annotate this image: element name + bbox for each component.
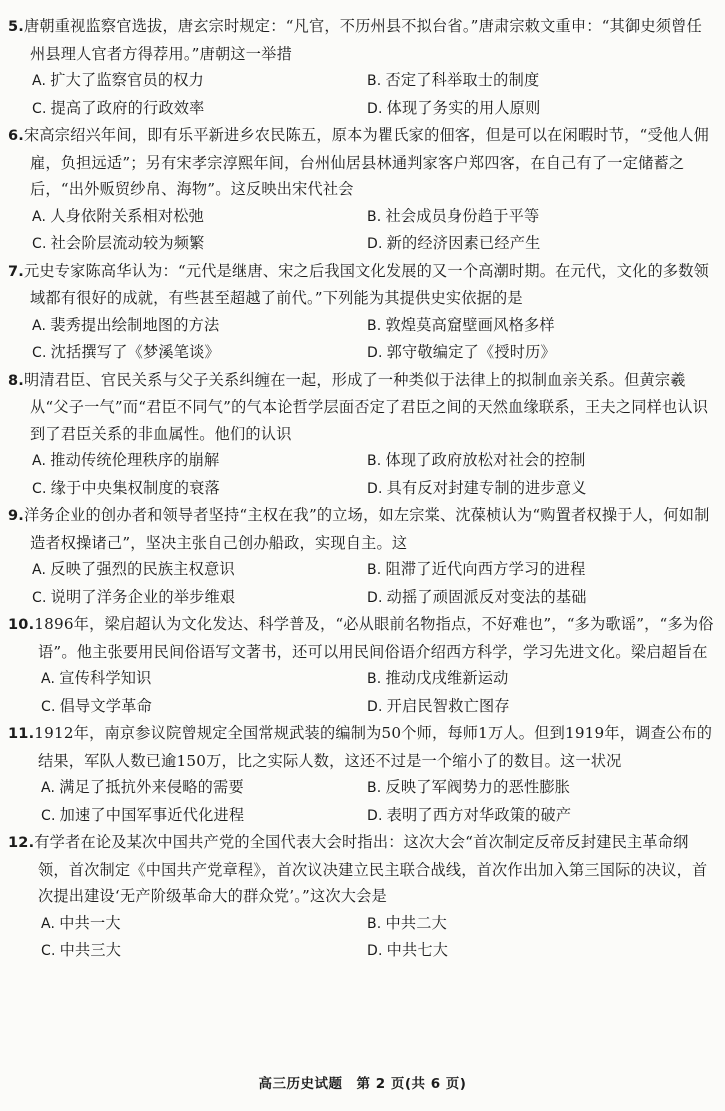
option-letter: A.: [32, 453, 47, 470]
option-text: 中共三大: [59, 941, 122, 960]
question-number: 6.: [8, 128, 24, 144]
option-text: 满足了抵抗外来侵略的需要: [59, 778, 244, 797]
option-c: [41, 937, 367, 964]
question-text: 有学者在论及某次中国共产党的全国代表大会时指出：这次大会“首次制定反帝反封建民主革命纲领，首次制定《中国共产党章程》，首次议决建立民主联合战线，首次作出加入第三国际的决议，首次提出建设‘无产阶级革命大的群众党’。”这次大会是: [34, 833, 708, 906]
option-letter: B.: [367, 317, 382, 334]
question-text: 洋务企业的创办者和领导者坚持“主权在我”的立场，如左宗棠、沈葆桢认为“购置者权操于人，何如制造者权操诸己”，坚决主张自己创办船政，实现自主。这: [24, 506, 710, 552]
question-text: 1896年，梁启超认为文化发达、科学普及，“必从眼前名物指点，不好难也”，“多为歌谣”，“多为俗语”。他主张要用民间俗语写文著书，还可以用民间俗语介绍西方科学，学习先进文化。梁启超旨在: [34, 615, 714, 661]
option-letter: A.: [32, 208, 47, 225]
option-list: [8, 447, 715, 502]
option-letter: B.: [367, 562, 382, 579]
option-letter: B.: [367, 73, 382, 90]
option-d: [367, 802, 715, 829]
option-a: [32, 203, 367, 230]
option-letter: A.: [32, 317, 47, 334]
question-5: [8, 13, 715, 122]
question-text: 元史专家陈高华认为：“元代是继唐、宋之后我国文化发展的又一个高潮时期。在元代，文化的多数领域都有很好的成就，有些甚至超越了前代。”下列能为其提供史实依据的是: [24, 261, 710, 308]
option-text: 推动传统伦理秩序的崩解: [50, 451, 220, 470]
option-text: 推动戊戌维新运动: [385, 669, 509, 688]
option-a: [32, 556, 367, 583]
option-letter: B.: [367, 208, 382, 225]
option-letter: C.: [32, 589, 47, 606]
question-number: 7.: [8, 263, 24, 280]
option-letter: D.: [367, 236, 383, 253]
option-letter: D.: [367, 480, 383, 497]
option-d: [367, 339, 715, 366]
question-text: 明清君臣、官民关系与父子关系纠缠在一起，形成了一种类似于法律上的拟制血亲关系。但黄宗羲从“父子一气”而“君臣不同气”的气本论哲学层面否定了君臣之间的天然血缘联系，王夫之同样也认识到了君臣关系的非血属性。他们的认识: [24, 370, 709, 443]
option-letter: C.: [32, 345, 47, 362]
option-c: [32, 475, 367, 502]
option-a: [32, 447, 367, 474]
option-text: 反映了军阀势力的恶性膨胀: [385, 778, 571, 797]
option-letter: A.: [41, 671, 56, 688]
option-text: 宣传科学知识: [59, 669, 152, 688]
option-letter: C.: [41, 807, 56, 824]
question-7: [8, 258, 715, 367]
option-c: [32, 230, 367, 257]
option-text: 阻滞了近代向西方学习的进程: [385, 560, 586, 579]
option-letter: B.: [367, 671, 382, 688]
option-list: [8, 203, 715, 258]
option-text: 加速了中国军事近代化进程: [59, 805, 245, 824]
option-b: [367, 910, 715, 937]
question-stem: [8, 13, 715, 67]
option-text: 表明了西方对华政策的破产: [386, 805, 572, 824]
option-letter: A.: [41, 780, 56, 797]
question-stem: [8, 122, 715, 203]
option-letter: C.: [32, 480, 47, 497]
option-list: [8, 774, 715, 829]
question-number: 10.: [8, 617, 35, 634]
option-text: 中共二大: [385, 913, 448, 932]
option-a: [32, 67, 367, 94]
option-d: [367, 693, 715, 720]
option-letter: A.: [41, 915, 56, 932]
option-letter: B.: [367, 453, 382, 470]
option-text: 说明了洋务企业的举步维艰: [50, 587, 236, 606]
option-list: [8, 556, 715, 611]
option-a: [41, 910, 367, 937]
option-a: [41, 665, 367, 692]
question-8: [8, 367, 715, 503]
option-text: 中共一大: [59, 913, 121, 932]
option-b: [367, 556, 715, 583]
question-stem: [8, 258, 715, 312]
option-text: 倡导文学革命: [59, 696, 152, 715]
option-text: 否定了科举取士的制度: [385, 71, 540, 90]
option-c: [32, 95, 367, 122]
question-text: 1912年，南京参议院曾规定全国常规武装的编制为50个师，每师1万人。但到1919年，调查公布的结果，军队人数已逾150万，比之实际人数，这还不过是一个缩小了的数目。这一状况: [34, 724, 713, 770]
option-letter: D.: [367, 345, 383, 362]
question-text: 唐朝重视监察官选拔，唐玄宗时规定：“凡官，不历州县不拟台省。”唐肃宗敕文重申：“其御史须曾任州县理人官者方得荐用。”唐朝这一举措: [24, 17, 702, 63]
option-letter: D.: [367, 589, 383, 606]
question-stem: [8, 720, 715, 774]
option-b: [367, 665, 715, 692]
question-12: [8, 829, 715, 965]
option-letter: C.: [41, 943, 56, 960]
question-number: 11.: [8, 726, 35, 743]
option-letter: C.: [32, 236, 47, 253]
question-stem: [8, 502, 715, 556]
option-text: 缘于中央集权制度的衰落: [50, 478, 220, 497]
option-text: 反映了强烈的民族主权意识: [50, 560, 235, 579]
question-text: 宋高宗绍兴年间，即有乐平新进乡农民陈五，原本为瞿氏家的佃客，但是可以在闲暇时节，“受他人佣雇，负担远适”；另有宋孝宗淳熙年间，台州仙居县林通判家客户郑四客，在自己有了一定储蓄之后，“出外贩贸纱帛、海物”。这反映出宋代社会: [24, 126, 710, 199]
option-text: 体现了政府放松对社会的控制: [385, 451, 586, 470]
question-stem: [8, 611, 715, 665]
option-c: [41, 693, 367, 720]
option-b: [367, 203, 715, 230]
option-text: 社会阶层流动较为频繁: [50, 234, 205, 253]
option-b: [367, 774, 715, 801]
question-11: [8, 720, 715, 829]
question-number: 9.: [8, 508, 24, 525]
option-letter: B.: [367, 780, 382, 797]
option-list: [8, 665, 715, 720]
option-d: [367, 937, 715, 964]
option-letter: C.: [32, 100, 47, 117]
question-10: [8, 611, 715, 720]
option-list: [8, 910, 715, 965]
option-a: [41, 774, 367, 801]
option-text: 人身依附关系相对松弛: [50, 206, 205, 225]
option-d: [367, 475, 715, 502]
question-stem: [8, 367, 715, 448]
option-d: [367, 95, 715, 122]
option-text: 沈括撰写了《梦溪笔谈》: [50, 343, 220, 362]
option-text: 动摇了顽固派反对变法的基础: [386, 587, 587, 606]
question-9: [8, 502, 715, 611]
option-c: [32, 339, 367, 366]
option-text: 敦煌莫高窟壁画风格多样: [385, 315, 555, 334]
option-a: [32, 312, 367, 339]
option-list: [8, 312, 715, 367]
option-letter: C.: [41, 698, 56, 715]
option-letter: D.: [367, 807, 383, 824]
option-text: 新的经济因素已经产生: [386, 234, 541, 253]
option-b: [367, 67, 715, 94]
option-letter: B.: [367, 915, 382, 932]
option-text: 开启民智救亡图存: [386, 696, 510, 715]
option-c: [41, 802, 367, 829]
option-letter: A.: [32, 73, 47, 90]
option-letter: D.: [367, 698, 383, 715]
option-text: 体现了务实的用人原则: [386, 98, 541, 117]
option-d: [367, 584, 715, 611]
option-text: 中共七大: [386, 941, 449, 960]
option-text: 扩大了监察官员的权力: [50, 71, 205, 90]
option-letter: D.: [367, 943, 383, 960]
question-number: 12.: [8, 835, 35, 852]
option-b: [367, 447, 715, 474]
option-text: 裴秀提出绘制地图的方法: [50, 315, 220, 334]
option-letter: D.: [367, 100, 383, 117]
option-text: 社会成员身份趋于平等: [385, 206, 540, 225]
question-stem: [8, 829, 715, 910]
page-footer: 高三历史试题 第 2 页(共 6 页): [258, 1076, 467, 1092]
option-d: [367, 230, 715, 257]
option-letter: A.: [32, 562, 47, 579]
option-list: [8, 67, 715, 122]
option-c: [32, 584, 367, 611]
question-number: 8.: [8, 372, 24, 389]
question-6: [8, 122, 715, 258]
option-text: 提高了政府的行政效率: [50, 98, 205, 117]
question-number: 5.: [8, 19, 24, 35]
option-text: 具有反对封建专制的进步意义: [386, 478, 587, 497]
option-text: 郭守敬编定了《授时历》: [386, 343, 556, 362]
option-b: [367, 312, 715, 339]
